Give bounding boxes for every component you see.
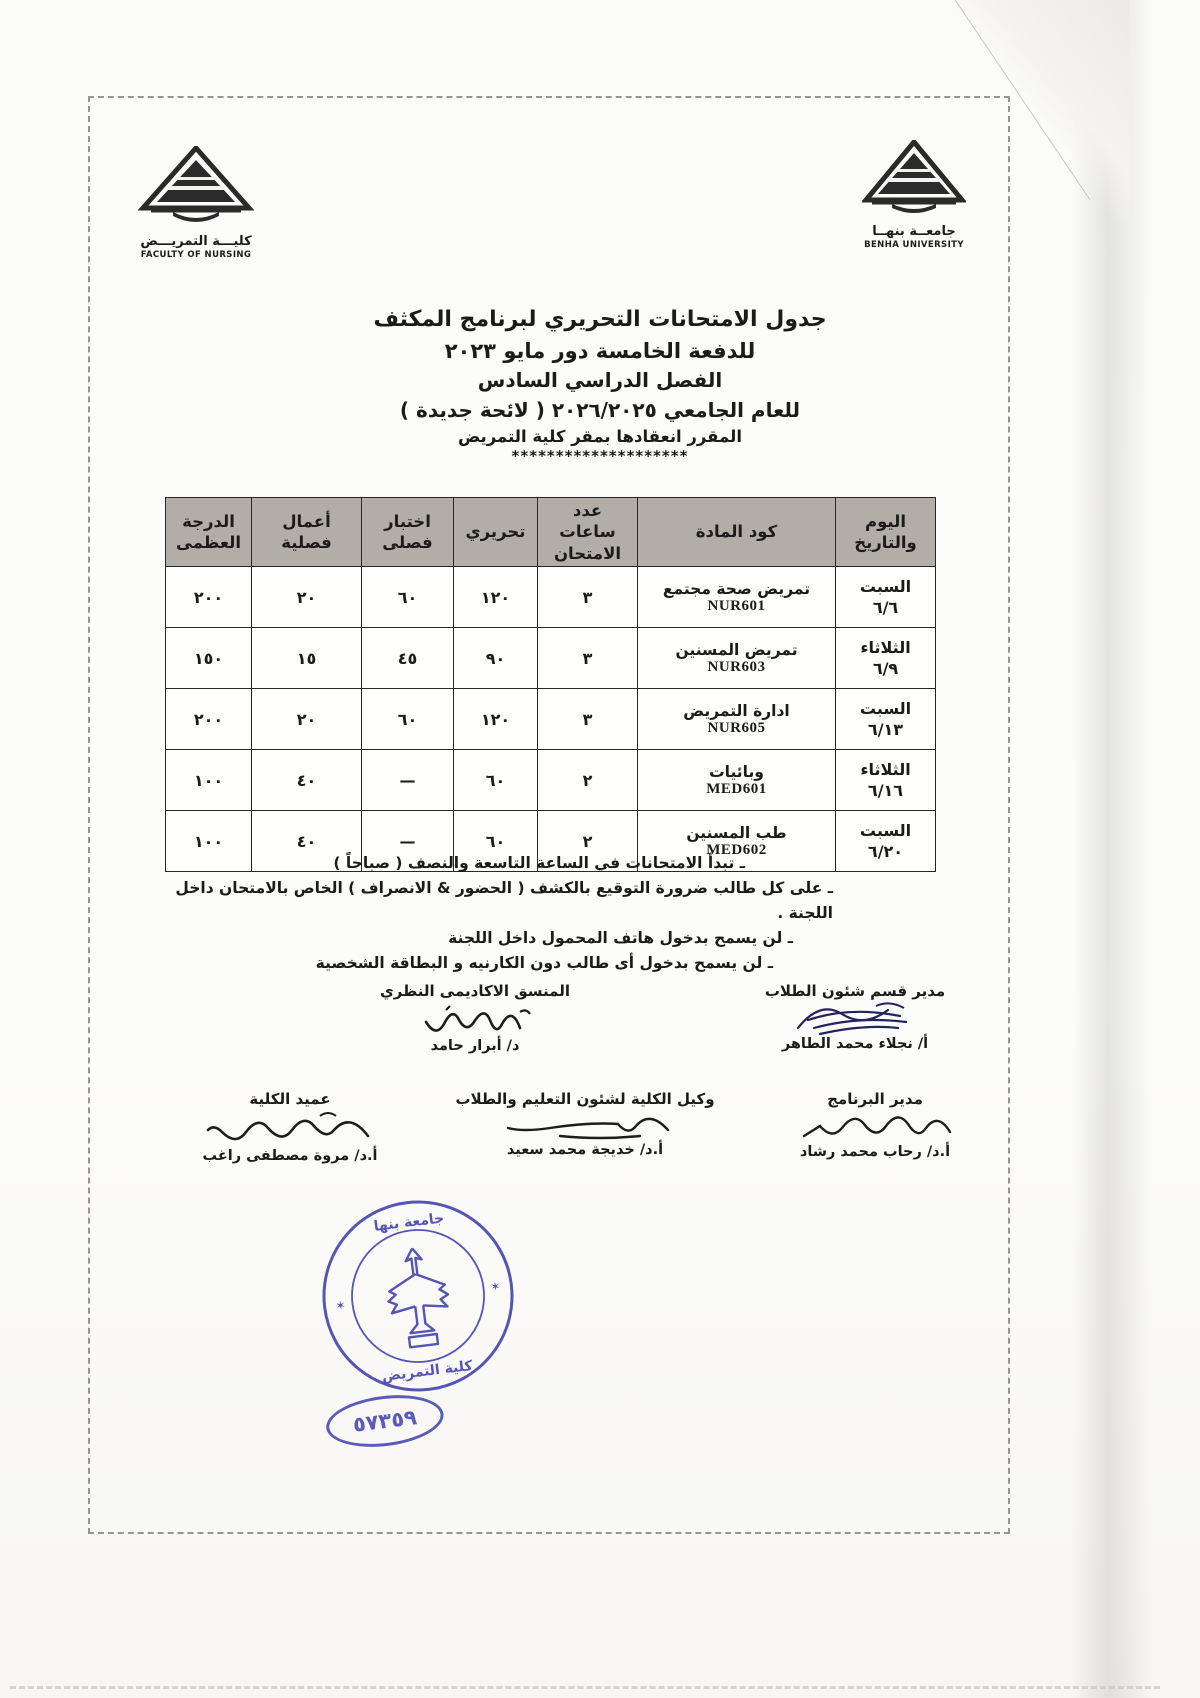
header-written: تحريري (454, 498, 538, 567)
header-coursework: أعمال فصلية (252, 498, 362, 567)
note-start-time: ـ تبدأ الامتحانات في الساعة التاسعة والنصف ( صباحاً ) (333, 854, 745, 872)
signature-students-affairs (740, 982, 970, 1052)
table-row (166, 567, 936, 628)
cell-course (638, 750, 836, 811)
cell-coursework: ٤٠ (252, 811, 362, 872)
note-signature-sheet: ـ على كل طالب ضرورة التوقيع بالكشف ( الحضور & الانصراف ) الخاص بالامتحان داخل اللجنة . (175, 879, 833, 923)
header-max-grade: الدرجة العظمى (166, 498, 252, 567)
cell-midterm: ٦٠ (362, 567, 454, 628)
cell-written: ٩٠ (454, 628, 538, 689)
table-row (166, 750, 936, 811)
scan-shadow (1072, 0, 1152, 1698)
faculty-logo-arabic-text: كليـــة التمريـــض (140, 234, 252, 249)
title-line-5: المقرر انعقادها بمقر كلية التمريض (458, 427, 742, 447)
title-separator-stars: ******************** (511, 447, 689, 466)
date-label: ٦/١٣ (867, 720, 904, 740)
exam-schedule-table (165, 497, 936, 872)
role-dean: عميد الكلية (249, 1090, 331, 1108)
scan-bottom-edge (10, 1686, 1160, 1689)
title-line-2: للدفعة الخامسة دور مايو ٢٠٢٣ (444, 338, 756, 363)
name-dean: أ.د/ مروة مصطفى راغب (202, 1147, 378, 1164)
cell-hours: ٣ (538, 689, 638, 750)
signature-dean (185, 1090, 395, 1164)
role-academic-coordinator: المنسق الاكاديمى النظري (380, 982, 570, 1000)
course-name: طب المسنين (686, 823, 787, 842)
university-logo-arabic-text: جامعــة بنهــا (872, 224, 956, 239)
title-line-4: للعام الجامعي ٢٠٢٦/٢٠٢٥ ( لائحة جديدة ) (399, 398, 801, 423)
course-code: MED601 (706, 780, 767, 797)
course-name: تمريض المسنين (675, 640, 798, 659)
serial-number-value: ٥٧٣٥٩ (351, 1405, 419, 1437)
table-row (166, 628, 936, 689)
exam-schedule-table-wrap (165, 497, 935, 872)
cell-written: ١٢٠ (454, 689, 538, 750)
cell-coursework: ٢٠ (252, 689, 362, 750)
cell-written: ٦٠ (454, 811, 538, 872)
title-line-3: الفصل الدراسي السادس (477, 368, 723, 393)
cell-written: ٦٠ (454, 750, 538, 811)
role-program-director: مدير البرنامج (827, 1090, 923, 1108)
svg-text:✶: ✶ (334, 1297, 347, 1314)
header-course-code: كود المادة (638, 498, 836, 567)
cell-coursework: ١٥ (252, 628, 362, 689)
exam-notes (165, 851, 833, 977)
date-label: ٦/٩ (872, 659, 899, 679)
course-code: NUR601 (707, 597, 766, 614)
cell-midterm: ٦٠ (362, 689, 454, 750)
cell-max: ٢٠٠ (166, 689, 252, 750)
course-code: MED602 (706, 841, 767, 858)
university-logo-icon (850, 140, 978, 222)
cell-max: ١٠٠ (166, 811, 252, 872)
stamp-bottom-text: كلية التمريض (381, 1357, 474, 1385)
day-label: الثلاثاء (860, 637, 911, 657)
svg-text:✶: ✶ (489, 1278, 502, 1295)
role-vice-dean: وكيل الكلية لشئون التعليم والطلاب (455, 1090, 715, 1108)
course-code: NUR605 (707, 719, 766, 736)
table-row (166, 689, 936, 750)
cell-day (836, 750, 936, 811)
title-line-1: جدول الامتحانات التحريري لبرنامج المكثف (373, 307, 827, 332)
cell-hours: ٣ (538, 567, 638, 628)
cell-course (638, 567, 836, 628)
signature-academic-coordinator (360, 982, 590, 1054)
cell-day (836, 811, 936, 872)
cell-midterm: — (362, 750, 454, 811)
signature-program-director (770, 1090, 980, 1160)
cell-day (836, 567, 936, 628)
cell-hours: ٢ (538, 750, 638, 811)
role-students-affairs: مدير قسم شئون الطلاب (764, 982, 946, 1000)
faculty-of-nursing-logo (126, 146, 266, 260)
name-vice-dean: أ.د/ خديجة محمد سعيد (506, 1141, 664, 1158)
date-label: ٦/٦ (872, 598, 899, 618)
header-exam-hours: عدد ساعات الامتحان (538, 498, 638, 567)
stamp-top-text: جامعة بنها (372, 1210, 446, 1235)
course-name: ادارة التمريض (683, 701, 790, 720)
date-label: ٦/٢٠ (867, 842, 904, 862)
cell-max: ١٥٠ (166, 628, 252, 689)
day-label: الثلاثاء (860, 759, 911, 779)
note-id-required: ـ لن يسمح بدخول أى طالب دون الكارنيه و البطاقة الشخصية (315, 954, 773, 973)
document-title-block (300, 304, 900, 465)
cell-hours: ٣ (538, 628, 638, 689)
cell-course (638, 689, 836, 750)
benha-university-logo (850, 140, 978, 250)
faculty-logo-icon (126, 146, 266, 232)
day-label: السبت (859, 820, 912, 840)
name-academic-coordinator: د/ أبرار حامد (430, 1037, 520, 1054)
cell-max: ٢٠٠ (166, 567, 252, 628)
cell-hours: ٢ (538, 811, 638, 872)
date-label: ٦/١٦ (867, 781, 904, 801)
course-name: وبائيات (709, 762, 764, 781)
faculty-logo-english-text: FACULTY OF NURSING (140, 250, 252, 260)
name-program-director: أ.د/ رحاب محمد رشاد (799, 1143, 951, 1160)
header-day-date: اليوم والتاريخ (836, 498, 936, 567)
cell-course (638, 628, 836, 689)
cell-written: ١٢٠ (454, 567, 538, 628)
cell-midterm: — (362, 811, 454, 872)
university-logo-english-text: BENHA UNIVERSITY (864, 240, 964, 250)
cell-midterm: ٤٥ (362, 628, 454, 689)
name-students-affairs: أ/ نجلاء محمد الطاهر (781, 1035, 929, 1052)
cell-coursework: ٢٠ (252, 567, 362, 628)
day-label: السبت (859, 698, 912, 718)
cell-coursework: ٤٠ (252, 750, 362, 811)
note-no-phones: ـ لن يسمح بدخول هاتف المحمول داخل اللجنة (448, 929, 793, 948)
signature-scribble-icon (185, 1106, 395, 1154)
university-round-stamp (307, 1185, 530, 1408)
cell-max: ١٠٠ (166, 750, 252, 811)
course-code: NUR603 (707, 658, 766, 675)
day-label: السبت (859, 576, 912, 596)
header-midterm: اختبار فصلى (362, 498, 454, 567)
table-header-row (166, 498, 936, 567)
cell-day (836, 628, 936, 689)
cell-day (836, 689, 936, 750)
course-name: تمريض صحة مجتمع (662, 579, 811, 598)
signature-vice-dean (455, 1090, 715, 1158)
